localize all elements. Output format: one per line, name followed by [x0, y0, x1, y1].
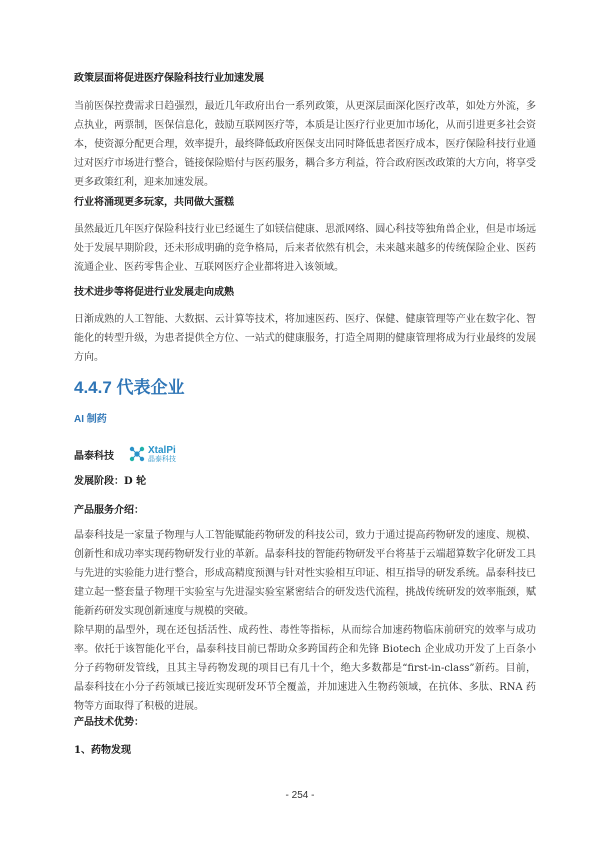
- company-header: [74, 439, 176, 469]
- intro-label: 产品服务介绍：: [74, 505, 144, 516]
- subsection-title: AI 制药: [74, 414, 107, 425]
- section-title: 4.4.7 代表企业: [74, 378, 185, 397]
- players-paragraph: 虽然最近几年医疗保险科技行业已经诞生了如镁信健康、思派网络、圆心科技等独角兽企业，但是市场远处于发展早期阶段，还未形成明确的竞争格局，后来者依然有机会，未来越来越多的传统保险企业、医药流通企业、医药零售企业、互联网医疗企业都将进入该领域。: [74, 224, 536, 273]
- page-number: - 254 -: [285, 790, 315, 801]
- xtalpi-molecule-icon: [128, 445, 146, 463]
- intro-paragraph-2: 除早期的晶型外，现在还包括活性、成药性、毒性等指标，从而综合加速药物临床前研究的效率与成功率。依托于该智能化平台，晶泰科技目前已帮助众多跨国药企和先锋 Biotech 企业成功开发了上百条小分子药物研发管线，且其主导药物发现的项目已有几十个，绝大多数都是“first-in-class”新药。目前，晶泰科技在小分子药领域已接近实现研发环节全覆盖，并加速进入生物药领域，在抗体、多肽、RNA 药物等方面取得了积极的进展。: [74, 625, 536, 712]
- development-stage: 发展阶段：D 轮: [74, 476, 147, 487]
- logo-chinese-text: 晶泰科技: [148, 455, 176, 463]
- players-heading: 行业将涌现更多玩家，共同做大蛋糕: [74, 197, 234, 208]
- tech-paragraph: 日渐成熟的人工智能、大数据、云计算等技术，将加速医药、医疗、保健、健康管理等产业在数字化、智能化的转型升级，为患者提供全方位、一站式的健康服务，打造全周期的健康管理将成为行业最终的发展方向。: [74, 314, 536, 363]
- intro-paragraph-1: 晶泰科技是一家量子物理与人工智能赋能药物研发的科技公司，致力于通过提高药物研发的速度、规模、创新性和成功率实现药物研发行业的革新。晶泰科技的智能药物研发平台将基于云端超算数字化研发工具与先进的实验能力进行整合，形成高精度预测与针对性实验相互印证、相互指导的研发系统。晶泰科技已建立起一整套量子物理干实验室与先进湿实验室紧密结合的研发迭代流程，挑战传统研发的效率瓶颈，赋能新药研发实现创新速度与规模的突破。: [74, 530, 536, 617]
- company-logo: [128, 445, 176, 464]
- policy-heading: 政策层面将促进医疗保险科技行业加速发展: [74, 73, 264, 84]
- tech-heading: 技术进步等将促进行业发展走向成熟: [74, 287, 234, 298]
- company-name: 晶泰科技: [74, 450, 114, 462]
- advantage-label: 产品技术优势：: [74, 717, 144, 728]
- logo-english-text: XtalPi: [148, 444, 176, 456]
- policy-paragraph: 当前医保控费需求日趋强烈，最近几年政府出台一系列政策，从更深层面深化医疗改革，如处方外流，多点执业，两票制，医保信息化，鼓励互联网医疗等，本质是让医疗行业更加市场化，从而引进更多社会资本，使资源分配更合理，效率提升，最终降低政府医保支出同时降低患者医疗成本，医疗保险科技行业通过对医疗市场进行整合，链接保险赔付与医药服务，耦合多方利益，符合政府医改政策的大方向，将享受更多政策红利，迎来加速发展。: [74, 101, 536, 188]
- advantage-item-1: 1、药物发现: [74, 745, 131, 756]
